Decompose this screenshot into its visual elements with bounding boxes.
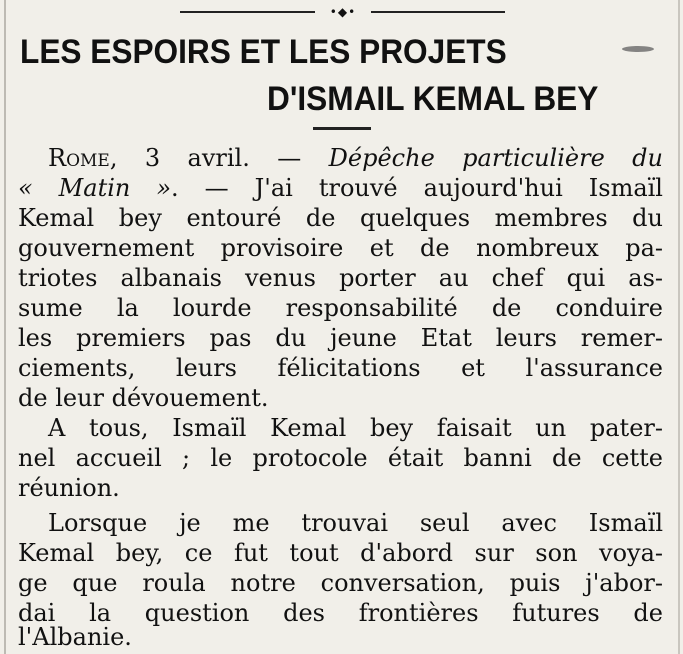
article-line: ciements, leurs félicitations et l'assurance <box>18 354 663 382</box>
article-line: Kemal bey entouré de quelques membres du <box>18 204 663 232</box>
article-line: les premiers pas du jeune Etat leurs remer- <box>18 324 663 352</box>
ornament-icon: •◆• <box>315 6 371 18</box>
article-line: Kemal bey, ce fut tout d'abord sur son voya- <box>18 539 663 567</box>
article-line: Lorsque je me trouvai seul avec Ismaïl <box>48 509 663 537</box>
article-line <box>18 173 663 203</box>
article-line: gouvernement provisoire et de nombreux pa- <box>18 234 663 262</box>
clipping-left-edge <box>4 0 6 654</box>
dateline-source: Dépêche particulière du <box>328 144 663 172</box>
article-line: sume la lourde responsabilité de conduire <box>18 294 663 322</box>
dateline-source-cont: « Matin » <box>18 174 172 202</box>
article-line: l'Albanie. <box>18 623 132 651</box>
article-line: ge que roula notre conversation, puis j'abor- <box>18 569 663 597</box>
article-line: A tous, Ismaïl Kemal bey faisait un pater- <box>48 414 663 442</box>
article-line: réunion. <box>18 474 120 502</box>
top-ornamental-rule <box>180 5 505 19</box>
article-line: dai la question des frontières futures de <box>18 599 663 627</box>
article-text: . — J'ai trouvé aujourd'hui Ismaïl <box>171 174 663 202</box>
headline-line-2: D'ISMAIL KEMAL BEY <box>267 80 599 118</box>
article-line: de leur dévouement. <box>18 384 269 412</box>
dateline-date: , 3 avril. — <box>109 144 329 172</box>
article-line: nel accueil ; le protocole était banni de cette <box>18 444 663 472</box>
headline-divider <box>313 127 371 130</box>
article-line <box>48 143 663 173</box>
clipping-right-edge <box>678 0 680 654</box>
dateline-city: Rome <box>48 144 110 172</box>
article-line: triotes albanais venus porter au chef qui as- <box>18 264 663 292</box>
print-smudge <box>622 46 654 52</box>
headline-line-1: LES ESPOIRS ET LES PROJETS <box>20 33 507 71</box>
